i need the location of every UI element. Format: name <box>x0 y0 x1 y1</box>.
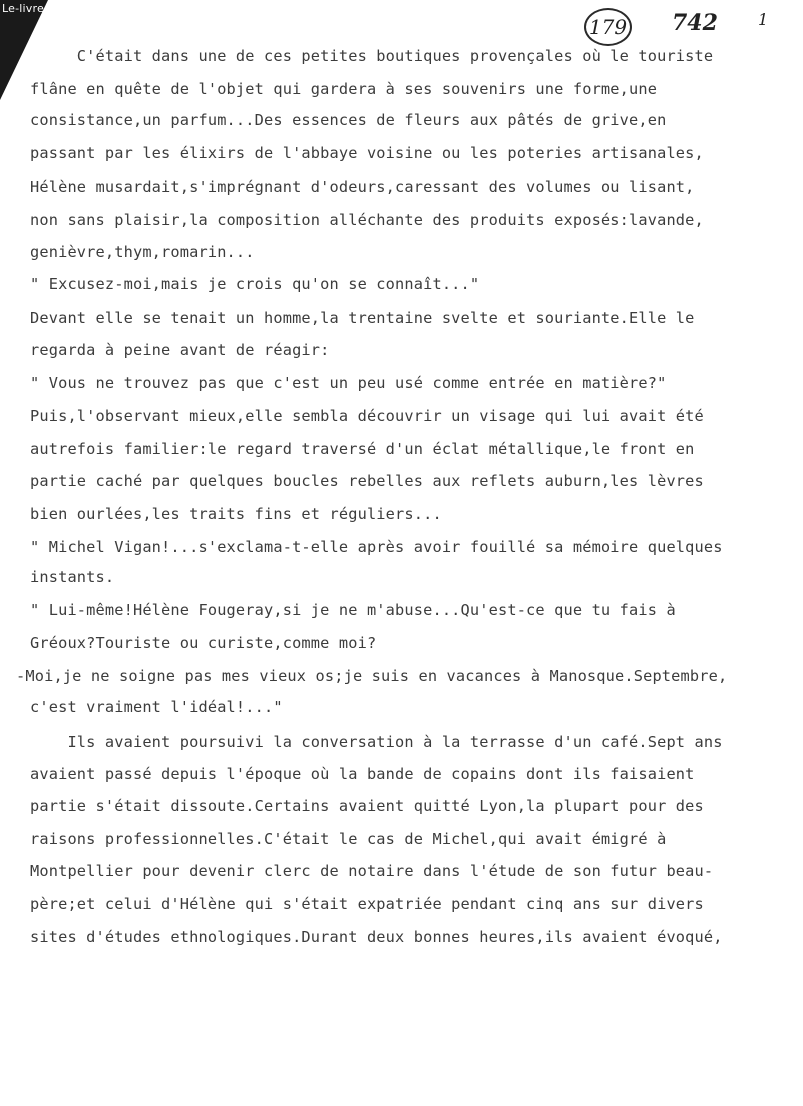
handwritten-circled-number: 179 <box>584 8 632 46</box>
text-line: flâne en quête de l'objet qui gardera à ses souvenirs une forme,une <box>30 80 658 98</box>
text-line: " Lui-même!Hélène Fougeray,si je ne m'abuse...Qu'est-ce que tu fais à <box>30 601 676 619</box>
text-line: Montpellier pour devenir clerc de notaire dans l'étude de son futur beau- <box>30 862 714 880</box>
text-line: genièvre,thym,romarin... <box>30 243 255 261</box>
handwritten-number: 742 <box>672 10 718 36</box>
text-line: avaient passé depuis l'époque où la bande de copains dont ils faisaient <box>30 765 695 783</box>
text-line: -Moi,je ne soigne pas mes vieux os;je suis en vacances à Manosque.Septembre, <box>16 667 728 685</box>
text-line: " Vous ne trouvez pas que c'est un peu usé comme entrée en matière?" <box>30 374 667 392</box>
text-line: partie caché par quelques boucles rebelles aux reflets auburn,les lèvres <box>30 472 704 490</box>
text-line: regarda à peine avant de réagir: <box>30 341 330 359</box>
text-line: sites d'études ethnologiques.Durant deux bonnes heures,ils avaient évoqué, <box>30 928 723 946</box>
text-line: Ils avaient poursuivi la conversation à la terrasse d'un café.Sept ans <box>30 733 723 751</box>
text-line: bien ourlées,les traits fins et réguliers... <box>30 505 442 523</box>
text-line: Hélène musardait,s'imprégnant d'odeurs,caressant des volumes ou lisant, <box>30 178 695 196</box>
text-line: consistance,un parfum...Des essences de fleurs aux pâtés de grive,en <box>30 111 667 129</box>
text-line: partie s'était dissoute.Certains avaient quitté Lyon,la plupart pour des <box>30 797 704 815</box>
text-line: raisons professionnelles.C'était le cas de Michel,qui avait émigré à <box>30 830 667 848</box>
text-line: père;et celui d'Hélène qui s'était expatriée pendant cinq ans sur divers <box>30 895 704 913</box>
text-line: Gréoux?Touriste ou curiste,comme moi? <box>30 634 377 652</box>
text-line: passant par les élixirs de l'abbaye voisine ou les poteries artisanales, <box>30 144 704 162</box>
text-line: autrefois familier:le regard traversé d'un éclat métallique,le front en <box>30 440 695 458</box>
text-line: c'est vraiment l'idéal!..." <box>30 698 283 716</box>
handwritten-page-number: 1 <box>758 10 769 29</box>
text-line: C'était dans une de ces petites boutiques provençales où le touriste <box>30 47 714 65</box>
text-line: non sans plaisir,la composition alléchante des produits exposés:lavande, <box>30 211 704 229</box>
text-line: Puis,l'observant mieux,elle sembla découvrir un visage qui lui avait été <box>30 407 704 425</box>
watermark: Le-livre.fr <box>2 2 57 15</box>
text-line: instants. <box>30 568 115 586</box>
text-line: " Excusez-moi,mais je crois qu'on se connaît..." <box>30 275 480 293</box>
text-line: " Michel Vigan!...s'exclama-t-elle après avoir fouillé sa mémoire quelques <box>30 538 723 556</box>
text-line: Devant elle se tenait un homme,la trentaine svelte et souriante.Elle le <box>30 309 695 327</box>
